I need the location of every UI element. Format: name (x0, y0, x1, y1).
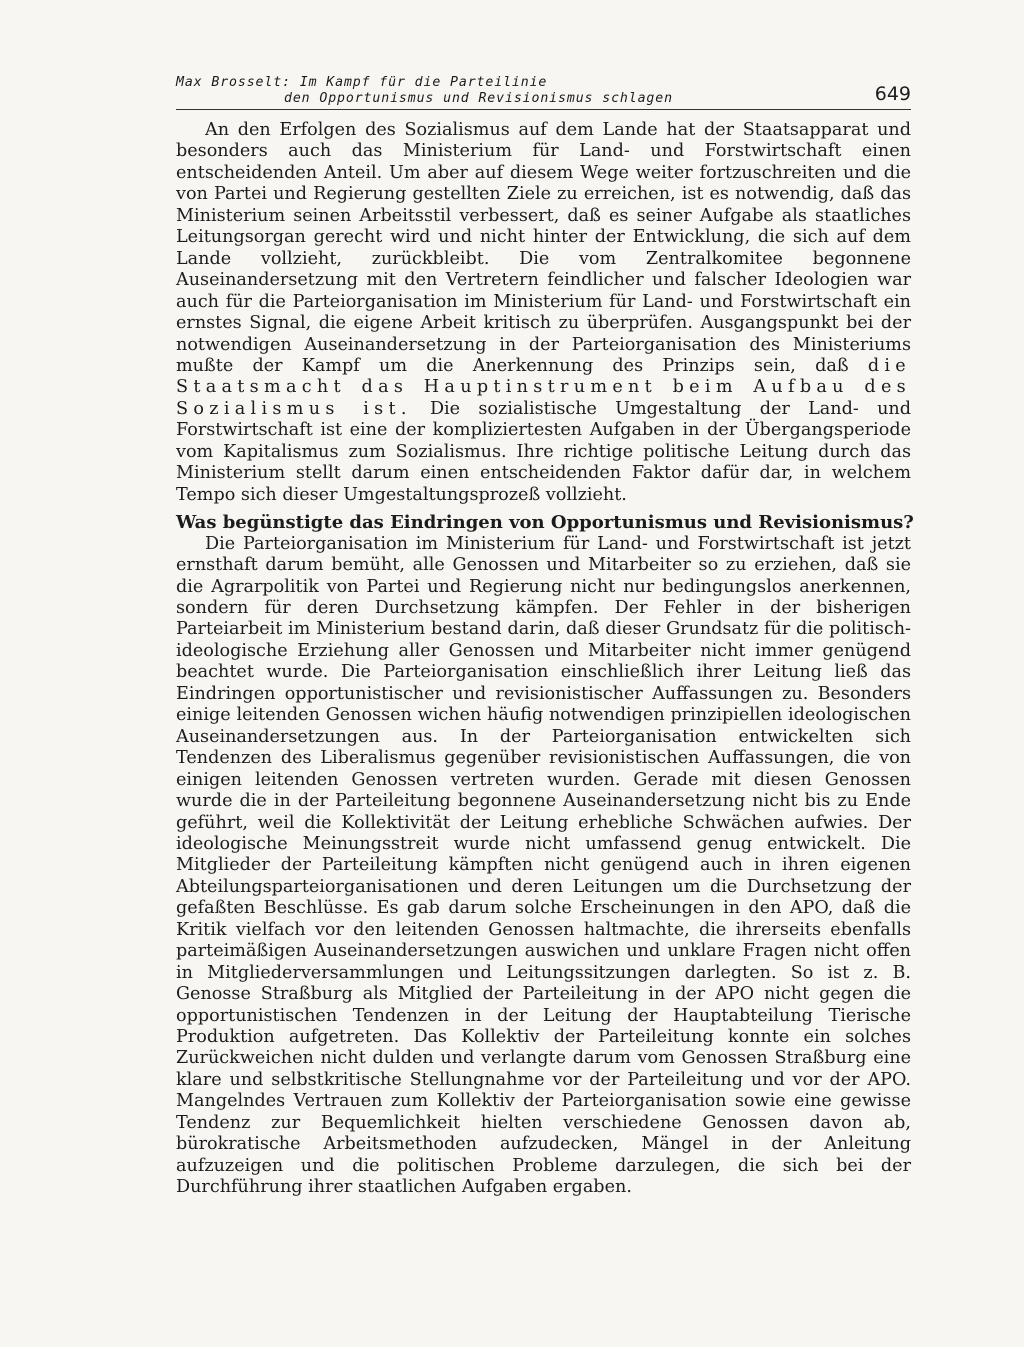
section-heading: Was begünstigte das Eindringen von Opportunismus und Revisionismus? (176, 512, 914, 534)
body-text (176, 120, 914, 1199)
running-head (176, 75, 911, 110)
emphasized-text: die Staatsmacht das Hauptinstrument beim Aufbau des Sozialismus ist. (176, 355, 912, 419)
paragraph-1-text: An den Erfolgen des Sozialismus auf dem Lande hat der Staatsapparat und besonders auch das Ministerium für Land- und Forstwirtschaft einen entscheidenden Anteil. Um aber auf diesem Wege weiter fortzuschreiten und die von Partei und Regierung gestellten Ziele zu erreichen, ist es notwendig, daß das Ministerium seinen Arbeitsstil verbessert, daß es seiner Aufgabe als staatliches Leitungsorgan gerecht wird und nicht hinter der Entwicklung, die sich auf dem Lande vollzieht, zurückbleibt. Die vom Zentralkomitee begonnene Auseinandersetzung mit den Vertretern feindlicher und falscher Ideologien war auch für die Parteiorganisation im Ministerium für Land- und Forstwirtschaft ein ernstes Signal, die eigene Arbeit kritisch zu überprüfen. Ausgangspunkt bei der notwendigen Auseinandersetzung in der Parteiorganisation des Ministeriums mußte der Kampf um die Anerkennung des Prinzips sein, daß (176, 120, 911, 376)
paragraph-1 (176, 120, 911, 506)
paragraph-1-continuation: Die sozialistische Umgestaltung der Land- und Forstwirtschaft ist eine der kompliziertesten Aufgaben in der Übergangsperiode vom Kapitalismus zum Sozialismus. Ihre richtige politische Leitung durch das Ministerium stellt darum einen entscheidenden Faktor dafür dar, in welchem Tempo sich dieser Umgestaltungsprozeß vollzieht. (176, 398, 911, 505)
paragraph-2: Die Parteiorganisation im Ministerium für Land- und Forstwirtschaft ist jetzt ernsthaft darum bemüht, alle Genossen und Mitarbeiter so zu erziehen, daß sie die Agrarpolitik von Partei und Regierung nicht nur bedingungslos anerkennen, sondern für deren Durchsetzung kämpfen. Der Fehler in der bisherigen Parteiarbeit im Ministerium bestand darin, daß dieser Grundsatz für die politisch-ideologische Erziehung aller Genossen und Mitarbeiter nicht immer genügend beachtet wurde. Die Parteiorganisation einschließlich ihrer Leitung ließ das Eindringen opportunistischer und revisionistischer Auffassungen zu. Besonders einige leitenden Genossen wichen häufig notwendigen prinzipiellen ideologischen Auseinandersetzungen aus. In der Parteiorganisation entwickelten sich Tendenzen des Liberalismus gegenüber revisionistischen Auffassungen, die von einigen leitenden Genossen vertreten wurden. Gerade mit diesen Genossen wurde die in der Parteileitung begonnene Auseinandersetzung nicht bis zu Ende geführt, weil die Kollektivität der Leitung erhebliche Schwächen aufwies. Der ideologische Meinungsstreit wurde nicht umfassend genug entwickelt. Die Mitglieder der Parteileitung kämpften nicht genügend auch in ihren eigenen Abteilungsparteiorganisationen und deren Leitungen um die Durchsetzung der gefaßten Beschlüsse. Es gab darum solche Erscheinungen in den APO, daß die Kritik vielfach vor den leitenden Genossen haltmachte, die ihrerseits ebenfalls parteimäßigen Auseinandersetzungen auswichen und unklare Fragen nicht offen in Mitgliederversammlungen und Leitungssitzungen darlegten. So ist z. B. Genosse Straßburg als Mitglied der Parteileitung in der APO nicht gegen die opportunistischen Tendenzen in der Leitung der Hauptabteilung Tierische Produktion aufgetreten. Das Kollektiv der Parteileitung konnte ein solches Zurückweichen nicht dulden und verlangte darum vom Genossen Straßburg eine klare und selbstkritische Stellungnahme vor der Parteileitung und vor der APO. Mangelndes Vertrauen zum Kollektiv der Parteiorganisation sowie eine gewisse Tendenz zur Bequemlichkeit hielten verschiedene Genossen davon ab, bürokratische Arbeitsmethoden aufzudecken, Mängel in der Anleitung aufzuzeigen und die politischen Probleme darzulegen, die sich bei der Durchführung ihrer staatlichen Aufgaben ergaben. (176, 533, 911, 1198)
running-head-line-1: Max Brosselt: Im Kampf für die Parteilinie (176, 75, 548, 90)
running-head-line-2: den Opportunismus und Revisionismus schlagen (284, 91, 673, 106)
page-number: 649 (874, 83, 911, 105)
